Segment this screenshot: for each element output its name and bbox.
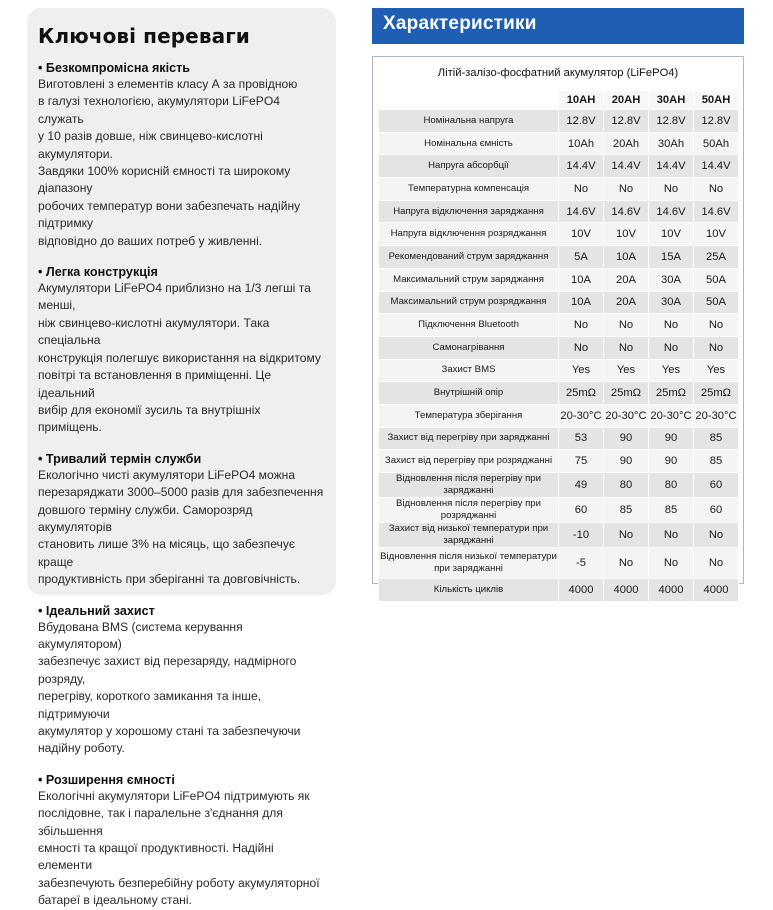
cell-value: 10V [604,223,649,246]
advantage-block [38,604,326,758]
cell-value: No [559,178,604,201]
cell-value: 50A [694,291,739,314]
table-row [379,427,739,450]
cell-value: 90 [649,427,694,450]
advantage-text-line: забезпечують безперебійну роботу акумуляторної [38,875,320,890]
cell-value: 14.4V [694,155,739,178]
advantage-heading: • Безкомпромісна якість [38,61,191,75]
row-label: Максимальний струм розряджання [379,291,559,314]
cell-value: 12.8V [649,110,694,133]
row-label: Самонагрівання [379,336,559,359]
cell-value: 14.6V [694,200,739,223]
advantage-text-line: акумулятор у хорошому стані та забезпечуючи [38,724,301,738]
advantage-text-line: Вбудована BMS (система керування акумулятором) [38,619,243,651]
cell-value: 10V [694,223,739,246]
advantage-text-line: надійну роботу. [38,741,125,756]
table-row [379,246,739,269]
cell-value: 4000 [559,579,604,602]
row-label: Відновлення після перегріву при розряджанні [379,498,559,523]
cell-value: 30A [649,268,694,291]
advantage-block [38,773,326,910]
advantage-block [38,265,326,437]
table-row [379,314,739,337]
column-header: 50AH [694,91,739,110]
cell-value: 85 [604,498,649,523]
cell-value: No [649,336,694,359]
cell-value: No [694,336,739,359]
cell-value: No [649,523,694,548]
advantage-text-line: вибір для економії зусиль та внутрішніх приміщень. [38,402,261,435]
cell-value: Yes [559,359,604,382]
cell-value: No [559,314,604,337]
advantage-text-line: перегріву, короткого замикання та інше, підтримуючи [38,689,262,721]
table-row [379,110,739,133]
cell-value: 90 [604,427,649,450]
cell-value: Yes [649,359,694,382]
cell-value: 12.8V [559,110,604,133]
row-label: Напруга відключення заряджання [379,200,559,223]
row-label: Напруга відключення розряджання [379,223,559,246]
cell-value: 50A [694,268,739,291]
cell-value: 14.6V [559,200,604,223]
cell-value: Yes [694,359,739,382]
cell-value: 20-30°C [604,404,649,427]
cell-value: No [649,178,694,201]
advantages-list [38,61,326,910]
table-row [379,132,739,155]
cell-value: 20-30°C [649,404,694,427]
row-label: Максимальний струм заряджання [379,268,559,291]
specs-header: Характеристики [372,8,744,44]
header-cell-blank [379,91,559,110]
cell-value: 15A [649,246,694,269]
advantage-heading: • Легка конструкція [38,265,158,280]
row-label: Внутрішній опір [379,382,559,405]
row-label: Захист BMS [379,359,559,382]
row-label: Рекомендований струм заряджання [379,246,559,269]
cell-value: 10Ah [559,132,604,155]
cell-value: 10V [649,223,694,246]
cell-value: No [604,314,649,337]
cell-value: 80 [649,473,694,498]
cell-value: 4000 [649,579,694,602]
cell-value: 20-30°C [559,404,604,427]
advantages-title: Ключові переваги [38,24,250,48]
advantage-heading: • Розширення ємності [38,772,175,787]
table-row [379,291,739,314]
advantage-block [38,61,326,250]
row-label: Номінальна ємність [379,132,559,155]
specs-table [378,90,739,602]
cell-value: No [694,548,739,579]
row-label: Захист від перегріву при розряджанні [379,450,559,473]
cell-value: 5A [559,246,604,269]
cell-value: 20A [604,268,649,291]
table-row [379,498,739,523]
row-label: Температура зберігання [379,404,559,427]
cell-value: 60 [694,498,739,523]
cell-value: No [694,314,739,337]
cell-value: 14.6V [649,200,694,223]
cell-value: No [649,548,694,579]
cell-value: 25mΩ [694,382,739,405]
cell-value: 25mΩ [559,382,604,405]
advantage-text-line: повітрі та встановлення в приміщенні. Це ідеальний [38,368,272,400]
cell-value: 10A [604,246,649,269]
advantage-text-line: Виготовлені з елементів класу А за провідною [38,77,298,91]
table-row [379,450,739,473]
cell-value: 4000 [694,579,739,602]
cell-value: 49 [559,473,604,498]
cell-value: 25mΩ [649,382,694,405]
row-label: Температурна компенсація [379,178,559,201]
table-row [379,404,739,427]
cell-value: 85 [694,427,739,450]
column-header: 20AH [604,91,649,110]
advantage-text-line: забезпечує захист від перезаряду, надмірного розряду, [38,654,297,686]
cell-value: -10 [559,523,604,548]
key-advantages-panel [27,8,336,908]
table-row [379,223,739,246]
cell-value: 12.8V [694,110,739,133]
advantage-text-line: Акумулятори LiFePO4 приблизно на 1/3 легші та менші, [38,281,311,313]
row-label: Напруга абсорбції [379,155,559,178]
cell-value: 90 [649,450,694,473]
cell-value: No [694,178,739,201]
cell-value: 30A [649,291,694,314]
table-row [379,523,739,548]
cell-value: 85 [694,450,739,473]
cell-value: 30Ah [649,132,694,155]
cell-value: 10A [559,291,604,314]
advantage-text-line: в галузі технологією, акумулятори LiFePO4 служать [38,94,280,126]
row-label: Номінальна напруга [379,110,559,133]
table-row [379,548,739,579]
table-row [379,382,739,405]
cell-value: 20-30°C [694,404,739,427]
table-row [379,268,739,291]
row-label: Підключення Bluetooth [379,314,559,337]
column-header: 10AH [559,91,604,110]
column-header: 30AH [649,91,694,110]
specs-header-row [379,91,739,110]
row-label: Відновлення після перегріву при заряджанні [379,473,559,498]
cell-value: 14.4V [649,155,694,178]
advantage-text-line: перезаряджати 3000–5000 разів для забезпечення [38,485,324,500]
specs-table-frame [372,56,744,596]
row-label: Захист від перегріву при заряджанні [379,427,559,450]
advantage-text-line: ємності та кращої продуктивності. Надійні елементи [38,841,274,873]
cell-value: 20A [604,291,649,314]
advantage-text-line: батареї в ідеальному стані. [38,893,192,908]
cell-value: 25A [694,246,739,269]
cell-value: 60 [694,473,739,498]
table-row [379,178,739,201]
row-label: Відновлення після низької температури при заряджанні [379,548,559,579]
advantage-text-line: відповідно до ваших потреб у живленні. [38,233,263,248]
cell-value: No [604,548,649,579]
advantage-block [38,452,326,589]
advantage-text-line: робочих температур вони забезпечать надійну підтримку [38,198,301,231]
advantage-text-line: послідовне, так і паралельне з'єднання для збільшення [38,806,283,838]
table-row [379,359,739,382]
row-label: Кількість циклів [379,579,559,602]
advantage-heading: • Ідеальний захист [38,603,155,618]
advantage-text-line: становить лише 3% на місяць, що забезпечує краще [38,537,296,569]
cell-value: 10V [559,223,604,246]
advantage-text-line: Екологічні акумулятори LiFePO4 підтримують як [38,788,310,803]
advantage-heading: • Тривалий термін служби [38,451,202,466]
advantage-text-line: продуктивність при зберіганні та довговічність. [38,572,301,587]
advantage-text-line: Завдяки 100% корисній ємності та широкому діапазону [38,164,291,196]
cell-value: No [604,336,649,359]
cell-value: 20Ah [604,132,649,155]
advantage-text-line: Екологічно чисті акумулятори LiFePO4 можна [38,467,296,482]
cell-value: 53 [559,427,604,450]
cell-value: 50Ah [694,132,739,155]
cell-value: No [559,336,604,359]
cell-value: 10A [559,268,604,291]
table-row [379,155,739,178]
cell-value: 14.4V [559,155,604,178]
cell-value: 60 [559,498,604,523]
row-label: Захист від низької температури при заряджанні [379,523,559,548]
table-row [379,336,739,359]
cell-value: Yes [604,359,649,382]
advantage-text-line: конструкція полегшує використання на відкритому [38,350,321,365]
cell-value: No [604,523,649,548]
cell-value: No [649,314,694,337]
cell-value: No [694,523,739,548]
cell-value: 90 [604,450,649,473]
cell-value: No [604,178,649,201]
table-row [379,473,739,498]
cell-value: 80 [604,473,649,498]
cell-value: 75 [559,450,604,473]
cell-value: 25mΩ [604,382,649,405]
advantage-text-line: у 10 разів довше, ніж свинцево-кислотні акумулятори. [38,129,263,161]
cell-value: 14.6V [604,200,649,223]
advantage-text-line: довшого терміну служби. Саморозряд акумуляторів [38,502,253,534]
table-row [379,579,739,602]
specs-table-title: Літій-залізо-фосфатний акумулятор (LiFePO4) [437,67,679,79]
table-row [379,200,739,223]
cell-value: -5 [559,548,604,579]
cell-value: 12.8V [604,110,649,133]
cell-value: 14.4V [604,155,649,178]
cell-value: 85 [649,498,694,523]
cell-value: 4000 [604,579,649,602]
advantage-text-line: ніж свинцево-кислотні акумулятори. Така спеціальна [38,315,270,348]
